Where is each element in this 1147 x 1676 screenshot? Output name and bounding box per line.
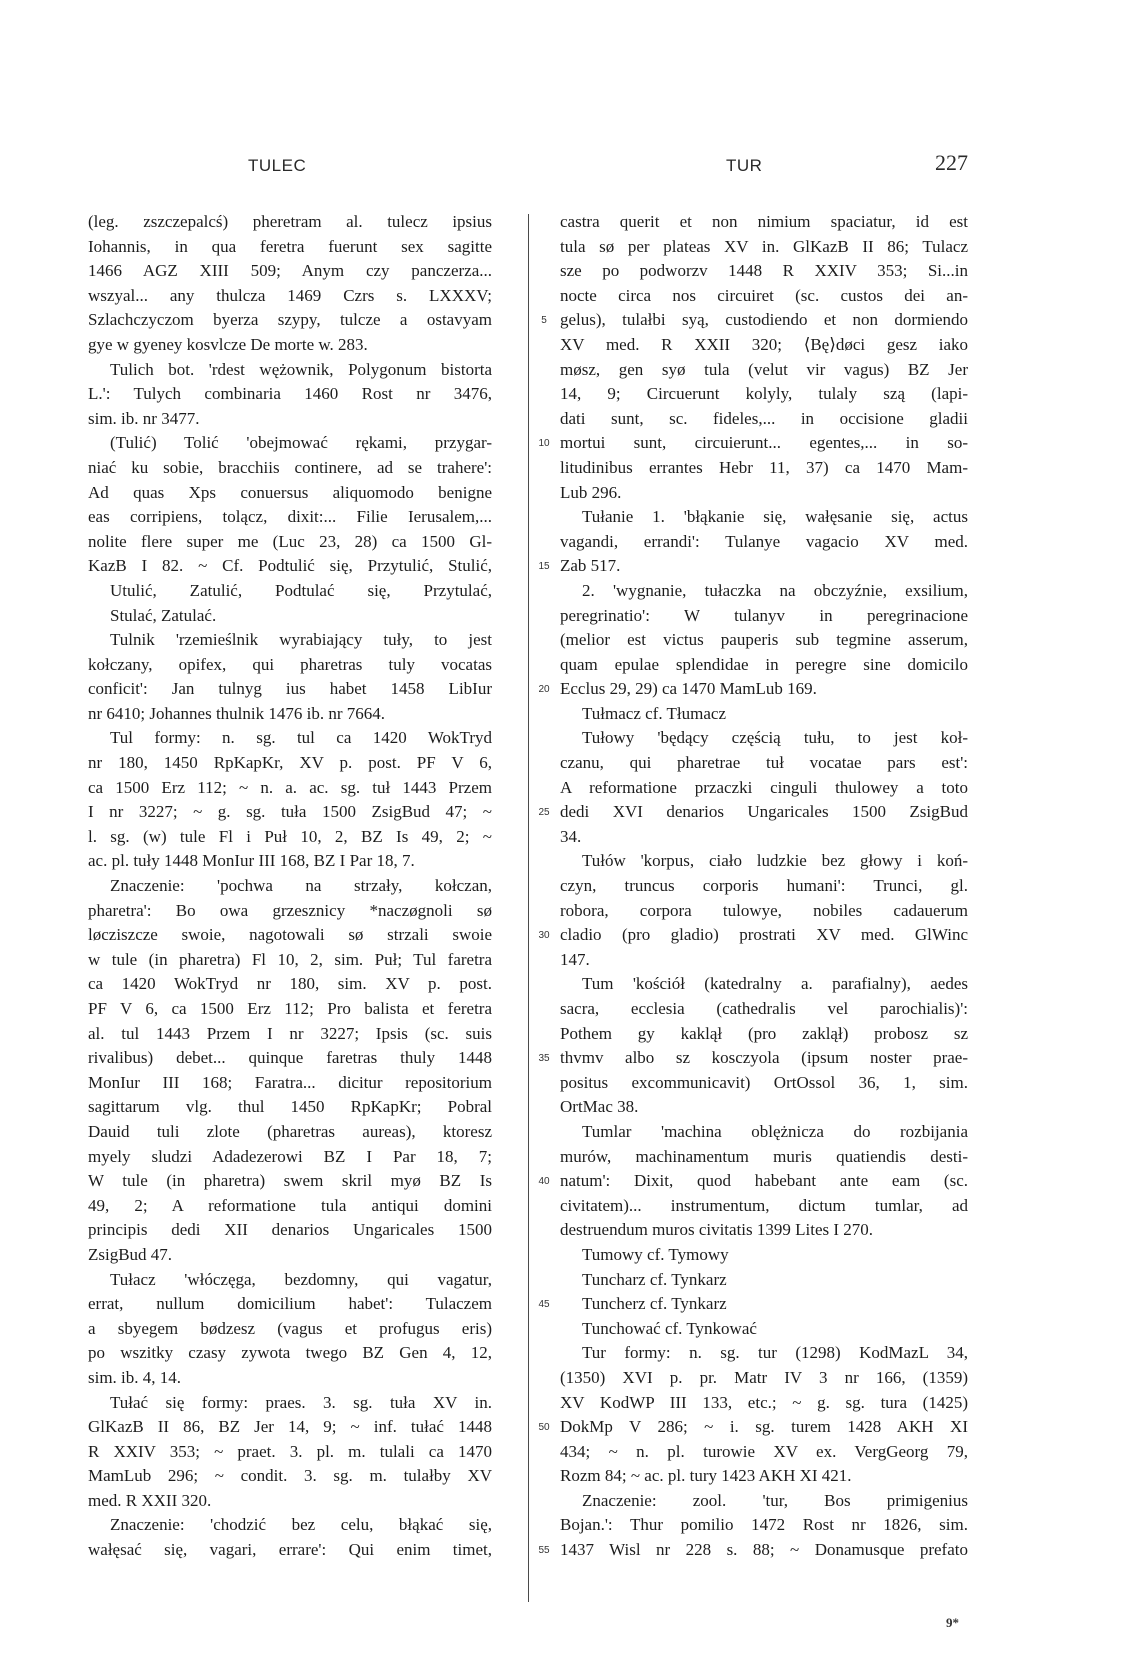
text-line: l. sg. (w) tule Fl i Puł 10, 2, BZ Is 49, 2; ~ xyxy=(88,826,492,846)
left-headword: TULEC xyxy=(248,156,307,175)
text-line: wszyal... any thulcza 1469 Czrs s. LXXXV; xyxy=(88,285,492,305)
text-line: myely sludzi Adadezerowi BZ I Par 18, 7; xyxy=(88,1146,492,1166)
text-line: conficit': Jan tulnyg ius habet 1458 LibIur xyxy=(88,679,492,699)
column-divider xyxy=(528,214,529,1602)
text-line: (Tulić) Tolić 'obejmować rękami, przygar- xyxy=(110,433,492,453)
text-line: Tułowy 'będący częścią tułu, to jest koł- xyxy=(582,728,968,748)
text-line: (melior est victus pauperis sub tegmine asserum, xyxy=(560,630,968,650)
text-line: sagittarum vlg. thul 1450 RpKapKr; Pobral xyxy=(88,1097,492,1117)
text-line: ZsigBud 47. xyxy=(88,1244,173,1264)
text-line: czyn, truncus corporis humani': Trunci, gl. xyxy=(560,876,968,896)
line-number: 20 xyxy=(538,684,550,696)
text-line: Tułanie 1. 'błąkanie się, wałęsanie się, actus xyxy=(582,507,968,527)
text-line: w tule (in pharetra) Fl 10, 2, sim. Puł; Tul faretra xyxy=(88,949,492,969)
text-line: OrtMac 38. xyxy=(560,1097,639,1117)
text-line: eas corripiens, tolącz, dixit:... Filie Ierusalem,... xyxy=(88,507,492,527)
text-line: nolite flere super me (Luc 23, 28) ca 1500 Gl- xyxy=(88,531,492,551)
text-line: 1437 Wisl nr 228 s. 88; ~ Donamusque prefato xyxy=(560,1540,968,1560)
text-line: Stulać, Zatulać. xyxy=(110,605,217,625)
text-line: Rozm 84; ~ ac. pl. tury 1423 AKH XI 421. xyxy=(560,1466,852,1486)
text-line: peregrinatio': W tulanyv in peregrinacione xyxy=(560,605,968,625)
text-line: litudinibus errantes Hebr 11, 37) ca 1470 Mam- xyxy=(560,457,968,477)
text-line: (leg. zszczepalcś) pheretram al. tulecz ipsius xyxy=(88,212,492,231)
line-number: 25 xyxy=(538,807,550,819)
text-line: Ecclus 29, 29) ca 1470 MamLub 169. xyxy=(560,679,817,699)
text-line: ac. pl. tuły 1448 MonIur III 168, BZ I Par 18, 7. xyxy=(88,851,415,871)
line-number: 40 xyxy=(538,1176,550,1188)
text-line: Ad quas Xps conuersus aliquomodo benigne xyxy=(88,482,492,502)
text-line: ca 1420 WokTryd nr 180, sim. XV p. post. xyxy=(88,974,492,994)
text-line: civitatem)... instrumentum, dictum tumlar, ad xyxy=(560,1195,968,1215)
text-line: Bojan.': Thur pomilio 1472 Rost nr 1826, sim. xyxy=(560,1515,968,1535)
right-headword: TUR xyxy=(726,156,763,175)
line-number: 45 xyxy=(538,1299,550,1311)
text-line: castra querit et non nimium spaciatur, id est xyxy=(560,212,968,231)
text-line: wałęsać się, vagari, errare': Qui enim timet, xyxy=(88,1540,492,1560)
text-line: løcziszcze swoie, nagotowali sø strzali swoie xyxy=(88,925,492,945)
text-line: Tunchować cf. Tynkować xyxy=(582,1318,757,1338)
text-line: robora, corpora tulowye, nobiles cadauerum xyxy=(560,900,968,920)
text-line: XV KodWP III 133, etc.; ~ g. sg. tura (1425) xyxy=(560,1392,968,1412)
text-line: MamLub 296; ~ condit. 3. sg. m. tulałby XV xyxy=(88,1466,492,1486)
text-line: Tułacz 'włóczęga, bezdomny, qui vagatur, xyxy=(110,1269,492,1289)
text-line: kołczany, opifex, qui pharetras tuly vocatas xyxy=(88,654,492,674)
text-line: MonIur III 168; Faratra... dicitur repositorium xyxy=(88,1072,492,1092)
text-line: natum': Dixit, quod habebant ante eam (sc. xyxy=(560,1171,968,1191)
text-line: GlKazB II 86, BZ Jer 14, 9; ~ inf. tułać 1448 xyxy=(88,1417,492,1437)
text-line: dati sunt, sc. fideles,... in occisione gladii xyxy=(560,408,968,428)
text-line: Tuncherz cf. Tynkarz xyxy=(582,1294,727,1314)
text-line: med. R XXII 320. xyxy=(88,1490,212,1510)
text-line: PF V 6, ca 1500 Erz 112; Pro balista et feretra xyxy=(88,999,492,1018)
text-line: mortui sunt, circuierunt... egentes,... in so- xyxy=(560,433,968,453)
text-line: cladio (pro gladio) prostrati XV med. GlWinc xyxy=(560,925,968,945)
text-line: XV med. R XXII 320; ⟨Bę⟩døci gesz iako xyxy=(560,334,968,354)
text-line: nr 180, 1450 RpKapKr, XV p. post. PF V 6, xyxy=(88,753,492,773)
text-line: nocte circa nos circuiret (sc. custos dei an- xyxy=(560,285,968,305)
text-line: 49, 2; A reformatione tula antiqui domini xyxy=(88,1195,492,1215)
printer-signature: 9* xyxy=(946,1615,959,1630)
text-line: Tul formy: n. sg. tul ca 1420 WokTryd xyxy=(110,728,492,748)
right-column xyxy=(560,210,968,1610)
text-line: DokMp V 286; ~ i. sg. turem 1428 AKH XI xyxy=(560,1417,968,1437)
text-line: Tumowy cf. Tymowy xyxy=(582,1244,729,1264)
text-line: Znaczenie: zool. 'tur, Bos primigenius xyxy=(582,1490,968,1510)
text-line: Tułać się formy: praes. 3. sg. tuła XV in. xyxy=(110,1392,492,1412)
text-line: Utulić, Zatulić, Podtulać się, Przytulać, xyxy=(110,580,492,600)
left-column xyxy=(88,210,492,1610)
text-line: sacra, ecclesia (cathedralis vel parochialis)': xyxy=(560,999,968,1018)
text-line: a sbyegem bødzesz (vagus et profugus eris) xyxy=(88,1318,492,1338)
text-line: pharetra': Bo owa grzesznicy *naczøgnoli sø xyxy=(88,900,492,920)
text-line: sim. ib. 4, 14. xyxy=(88,1367,182,1387)
text-line: (1350) XVI p. pr. Matr IV 3 nr 166, (1359) xyxy=(560,1367,968,1387)
text-line: Tum 'kościół (katedralny a. parafialny), aedes xyxy=(582,974,968,994)
text-line: czanu, qui pharetrae tuł vocatae pars est': xyxy=(560,753,968,773)
text-line: rivalibus) debet... quinque faretras thuly 1448 xyxy=(88,1048,492,1068)
text-line: destruendum muros civitatis 1399 Lites I 270. xyxy=(560,1220,874,1240)
line-number: 15 xyxy=(538,561,550,573)
text-line: Tulnik 'rzemieślnik wyrabiający tuły, to jest xyxy=(110,630,492,650)
text-line: ca 1500 Erz 112; ~ n. a. ac. sg. tuł 1443 Przem xyxy=(88,777,492,797)
text-line: 2. 'wygnanie, tułaczka na obczyźnie, exsilium, xyxy=(582,580,968,600)
text-line: vagandi, errandi': Tulanye vagacio XV med. xyxy=(560,531,968,551)
text-line: Tułów 'korpus, ciało ludzkie bez głowy i koń- xyxy=(582,851,968,871)
text-line: positus excommunicavit) OrtOssol 36, 1, sim. xyxy=(560,1072,968,1092)
text-line: errat, nullum domicilium habet': Tulaczem xyxy=(88,1294,492,1314)
text-line: murów, machinamentum muris quatiendis desti- xyxy=(560,1146,968,1166)
text-line: niać ku sobie, bracchiis continere, ad se trahere': xyxy=(88,457,492,477)
text-line: dedi XVI denarios Ungaricales 1500 ZsigBud xyxy=(560,802,968,822)
line-number: 30 xyxy=(538,930,550,942)
text-line: Zab 517. xyxy=(560,556,621,576)
text-line: R XXIV 353; ~ praet. 3. pl. m. tulali ca 1470 xyxy=(88,1441,492,1461)
text-line: tula sø per plateas XV in. GlKazB II 86; Tulacz xyxy=(560,236,968,256)
text-line: Tur formy: n. sg. tur (1298) KodMazL 34, xyxy=(582,1343,968,1363)
text-line: I nr 3227; ~ g. sg. tuła 1500 ZsigBud 47; ~ xyxy=(88,802,492,822)
text-line: L.': Tulych combinaria 1460 Rost nr 3476, xyxy=(88,384,492,404)
line-number: 5 xyxy=(541,315,547,327)
line-number: 55 xyxy=(538,1545,550,1557)
page-number: 227 xyxy=(935,150,968,175)
text-line: W tule (in pharetra) swem skril myø BZ Is xyxy=(88,1171,492,1191)
text-line: 14, 9; Circuerunt kolyly, tulaly szą (lapi- xyxy=(560,384,968,404)
line-number: 35 xyxy=(538,1053,550,1065)
text-line: Pothem gy kaklął (pro zaklął) probosz sz xyxy=(560,1023,968,1043)
text-line: po wszitky czasy zywota twego BZ Gen 4, 12, xyxy=(88,1343,492,1363)
text-line: KazB I 82. ~ Cf. Podtulić się, Przytulić, Stulić, xyxy=(88,556,492,576)
text-line: al. tul 1443 Przem I nr 3227; Ipsis (sc. suis xyxy=(88,1023,492,1043)
running-header xyxy=(0,148,1147,188)
text-line: Tułmacz cf. Tłumacz xyxy=(582,703,726,723)
text-line: principis dedi XII denarios Ungaricales 1500 xyxy=(88,1220,492,1240)
text-line: Znaczenie: 'chodzić bez celu, błąkać się, xyxy=(110,1515,492,1535)
text-line: sim. ib. nr 3477. xyxy=(88,408,200,428)
text-line: Tulich bot. 'rdest wężownik, Polygonum bistorta xyxy=(110,359,492,379)
text-line: gye w gyeney kosvlcze De morte w. 283. xyxy=(88,334,368,354)
text-line: Znaczenie: 'pochwa na strzały, kołczan, xyxy=(110,876,492,896)
text-line: møsz, gen syø tula (velut vir vagus) BZ Jer xyxy=(560,359,968,379)
text-line: quam epulae splendidae in peregre sine domicilo xyxy=(560,654,968,674)
text-line: Dauid tuli zlote (pharetras aureas), ktoresz xyxy=(88,1121,492,1141)
text-line: 34. xyxy=(560,826,582,846)
text-line: Iohannis, in qua feretra fuerunt sex sagitte xyxy=(88,236,492,256)
text-line: Lub 296. xyxy=(560,482,622,502)
text-line: nr 6410; Johannes thulnik 1476 ib. nr 7664. xyxy=(88,703,386,723)
text-line: thvmv albo sz kosczyola (ipsum noster prae- xyxy=(560,1048,968,1068)
text-line: Szlachczyczom byerza szypy, tulcze a ostavyam xyxy=(88,310,492,330)
line-number: 50 xyxy=(538,1422,550,1434)
text-line: Tumlar 'machina oblężnicza do rozbijania xyxy=(582,1121,968,1141)
text-line: 434; ~ n. pl. turowie XV ex. VergGeorg 79, xyxy=(560,1441,968,1461)
text-line: gelus), tulałbi syą, custodiendo et non dormiendo xyxy=(560,310,968,330)
line-number: 10 xyxy=(538,438,550,450)
text-line: A reformatione przaczki cinguli thulowey a toto xyxy=(560,777,968,797)
text-line: sze po podworzv 1448 R XXIV 353; Si...in xyxy=(560,261,968,281)
text-line: 147. xyxy=(560,949,590,969)
text-line: Tuncharz cf. Tynkarz xyxy=(582,1269,727,1289)
text-line: 1466 AGZ XIII 509; Anym czy panczerza... xyxy=(88,261,492,281)
